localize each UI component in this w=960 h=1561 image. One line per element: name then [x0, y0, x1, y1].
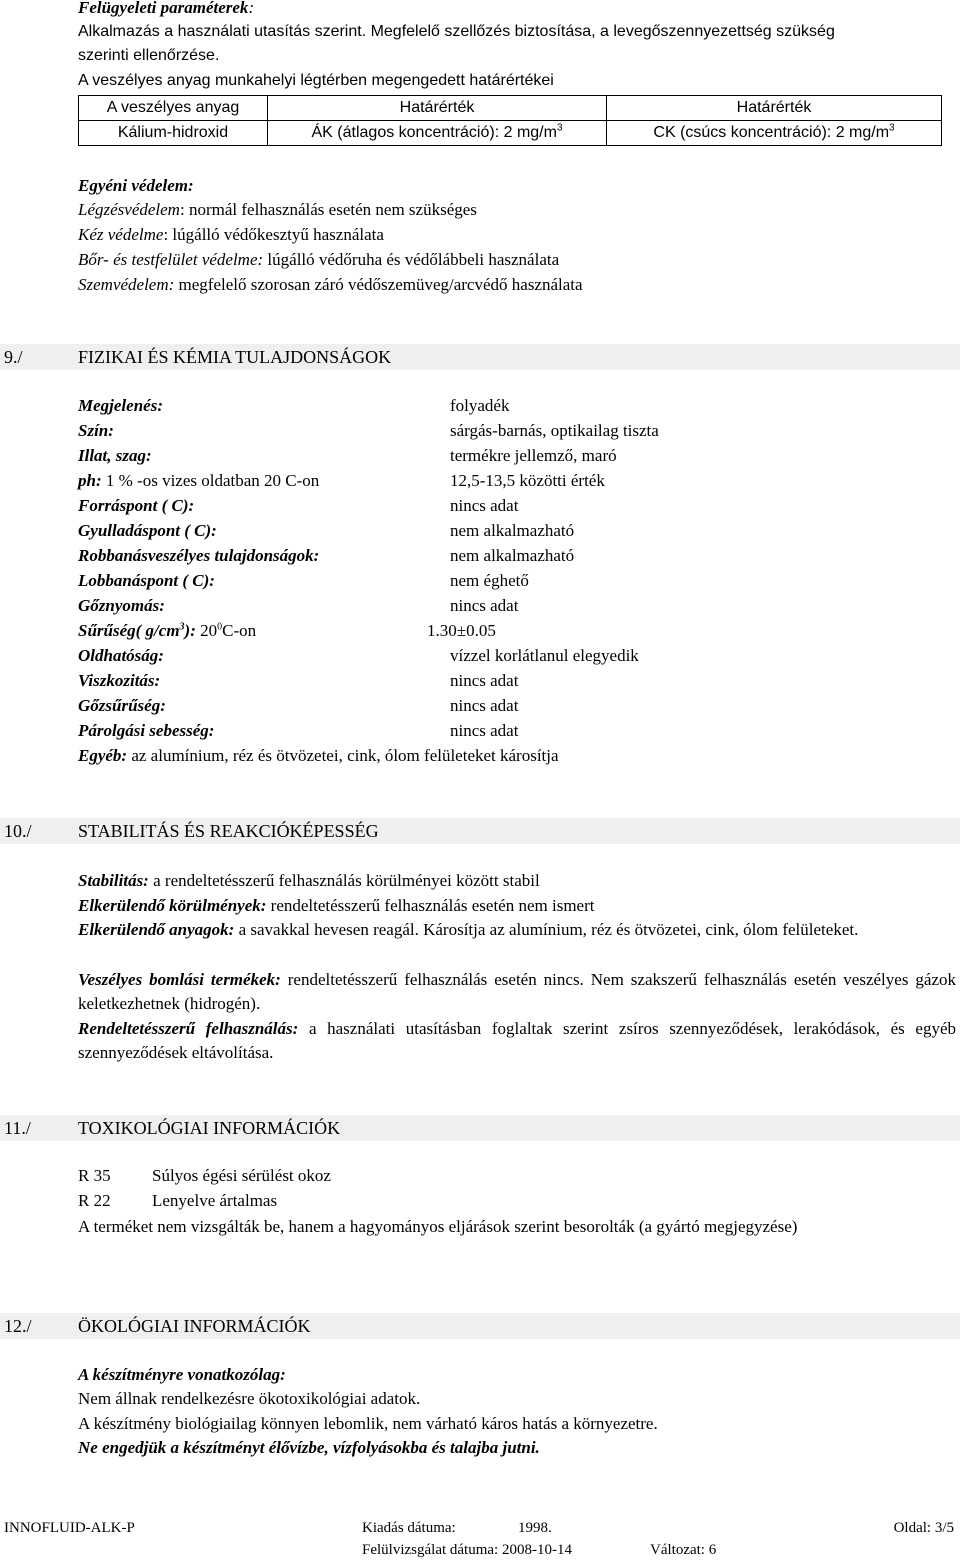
section-number: 10./: [4, 821, 32, 841]
property-label: Lobbanáspont ( C):: [78, 571, 215, 590]
footer-version: Változat: 6: [650, 1542, 717, 1558]
ecology-subtitle: A készítményre vonatkozólag:: [78, 1365, 286, 1384]
section-9-header: [0, 344, 960, 370]
r-phrase-code: R 35: [78, 1166, 111, 1185]
r-phrase-text: Súlyos égési sérülést okoz: [152, 1166, 331, 1185]
protection-item: Légzésvédelem: normál felhasználás esetén nem szükséges: [78, 200, 477, 219]
table-header-row: [79, 96, 942, 121]
footer-issue-label: Kiadás dátuma:: [362, 1520, 456, 1536]
property-label: Oldhatóság:: [78, 646, 164, 665]
property-label: ph: 1 % -os vizes oldatban 20 C-on: [78, 471, 320, 490]
table-header-cell: Határérték: [607, 96, 942, 121]
monitoring-text-line1: Alkalmazás a használati utasítás szerint. Megfelelő szellőzés biztosítása, a levegőszennyezettség szükség: [78, 23, 835, 40]
protection-item: Szemvédelem: megfelelő szorosan záró védőszemüveg/arcvédő használata: [78, 275, 583, 294]
property-value: nincs adat: [450, 596, 519, 615]
stability-item: Elkerülendő anyagok: a savakkal hevesen reagál. Károsítja az alumínium, réz és ötvözetei, cink, ólom felületeket.: [78, 920, 859, 939]
stability-item: Rendeltetésszerű felhasználás: a használati utasításban foglaltak szerint zsíros szennyeződések, lerakódások, és egyéb szennyeződések eltávolítása.: [78, 1019, 956, 1062]
limits-caption: A veszélyes anyag munkahelyi légtérben megengedett határértékei: [78, 72, 554, 89]
stability-item: Stabilitás: a rendeltetésszerű felhasználás körülményei között stabil: [78, 871, 540, 890]
section-11-header: [0, 1115, 960, 1141]
property-value: 1.30±0.05: [427, 621, 496, 640]
section-title: ÖKOLÓGIAI INFORMÁCIÓK: [78, 1316, 311, 1336]
footer-page: Oldal: 3/5: [893, 1520, 954, 1536]
exposure-limits-table: [78, 95, 942, 146]
ecology-warning: Ne engedjük a készítményt élővízbe, vízfolyásokba és talajba jutni.: [78, 1438, 540, 1457]
personal-protection-heading: Egyéni védelem:: [78, 176, 194, 195]
property-label: Gyulladáspont ( C):: [78, 521, 217, 540]
property-label: Párolgási sebesség:: [78, 721, 215, 740]
property-value: vízzel korlátlanul elegyedik: [450, 646, 639, 665]
stability-item: Veszélyes bomlási termékek: rendeltetésszerű felhasználás esetén nincs. Nem szakszerű felhasználás esetén veszélyes gázok keletkezhetnek (hidrogén).: [78, 970, 956, 1013]
property-value: sárgás-barnás, optikailag tiszta: [450, 421, 659, 440]
property-label: Gőznyomás:: [78, 596, 165, 615]
property-label: Sűrűség( $g/cm^3$): $20^0C-on$: [78, 621, 257, 640]
table-row: [79, 121, 942, 146]
section-10-header: [0, 818, 960, 844]
property-value: 12,5-13,5 közötti érték: [450, 471, 605, 490]
r-phrase-text: Lenyelve ártalmas: [152, 1191, 278, 1210]
property-label: Robbanásveszélyes tulajdonságok:: [78, 546, 320, 565]
property-value: nem éghető: [450, 571, 529, 590]
toxicology-note: A terméket nem vizsgálták be, hanem a hagyományos eljárások szerint besorolták (a gyártó megjegyzése): [78, 1217, 798, 1236]
section-title: STABILITÁS ÉS REAKCIÓKÉPESSÉG: [78, 821, 379, 841]
property-value: nincs adat: [450, 496, 519, 515]
other-property: Egyéb: az alumínium, réz és ötvözetei, cink, ólom felületeket károsítja: [78, 746, 559, 765]
protection-item: Bőr- és testfelület védelme: lúgálló védőruha és védőlábbeli használata: [78, 250, 560, 269]
property-value: nincs adat: [450, 696, 519, 715]
protection-item: Kéz védelme: lúgálló védőkesztyű használata: [78, 225, 384, 244]
table-header-cell: Határérték: [268, 96, 607, 121]
footer-issue-value: 1998.: [518, 1520, 552, 1536]
property-value: nincs adat: [450, 671, 519, 690]
property-value: folyadék: [450, 396, 510, 415]
ak-limit-cell: ÁK (átlagos koncentráció): 2 $mg/m^3$: [268, 121, 607, 146]
property-label: Gőzsűrűség:: [78, 696, 166, 715]
property-label: Forráspont ( C):: [78, 496, 195, 515]
property-value: nem alkalmazható: [450, 521, 575, 540]
stability-item: Elkerülendő körülmények: rendeltetésszerű felhasználás esetén nem ismert: [78, 896, 595, 915]
section-12-header: [0, 1313, 960, 1339]
ecology-line: Nem állnak rendelkezésre ökotoxikológiai adatok.: [78, 1389, 421, 1408]
ecology-line: A készítmény biológiailag könnyen lebomlik, nem várható káros hatás a környezetre.: [78, 1414, 658, 1433]
property-label: Viszkozitás:: [78, 671, 161, 690]
property-label: Illat, szag:: [78, 446, 152, 465]
section-title: TOXIKOLÓGIAI INFORMÁCIÓK: [78, 1118, 341, 1138]
footer-review-date: Felülvizsgálat dátuma: 2008-10-14: [362, 1542, 572, 1558]
section-number: 11./: [4, 1118, 31, 1138]
footer-product: INNOFLUID-ALK-P: [4, 1520, 135, 1536]
r-phrase-code: R 22: [78, 1191, 111, 1210]
section-title: FIZIKAI ÉS KÉMIA TULAJDONSÁGOK: [78, 347, 392, 367]
property-value: termékre jellemző, maró: [450, 446, 617, 465]
section-number: 12./: [4, 1316, 32, 1336]
table-header-cell: A veszélyes anyag: [79, 96, 268, 121]
section-number: 9./: [4, 347, 23, 367]
substance-cell: Kálium-hidroxid: [79, 121, 268, 146]
monitoring-heading: Felügyeleti paraméterek:: [78, 0, 255, 17]
monitoring-text-line2: szerinti ellenőrzése.: [78, 47, 220, 64]
property-value: nem alkalmazható: [450, 546, 575, 565]
property-label: Megjelenés:: [78, 396, 163, 415]
property-value: nincs adat: [450, 721, 519, 740]
ck-limit-cell: CK (csúcs koncentráció): 2 $mg/m^3$: [607, 121, 942, 146]
property-label: Szín:: [78, 421, 114, 440]
